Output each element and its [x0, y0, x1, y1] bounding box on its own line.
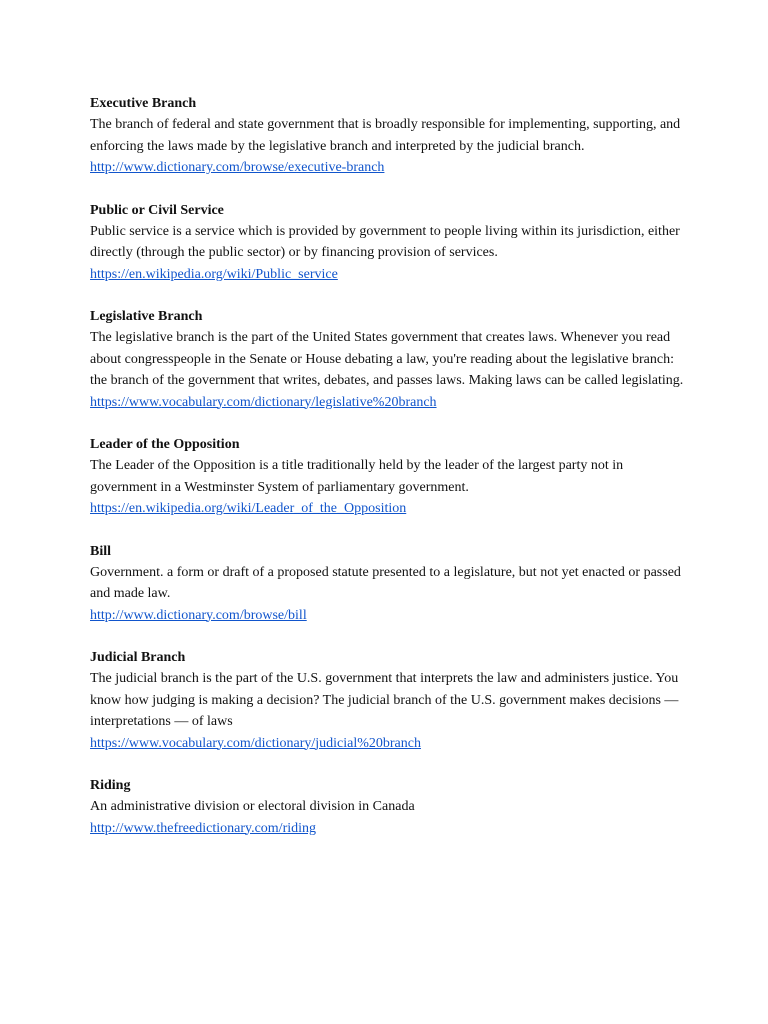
source-link[interactable]: https://www.vocabulary.com/dictionary/judicial%20branch	[90, 735, 421, 751]
source-link[interactable]: http://www.dictionary.com/browse/bill	[90, 607, 307, 623]
term-definition: The judicial branch is the part of the U.S. government that interprets the law and administers justice. You know how judging is making a decision? The judicial branch of the U.S. government makes decisions — interpretations — of laws	[90, 671, 679, 729]
term-heading: Leader of the Opposition	[90, 437, 240, 452]
term-definition: The legislative branch is the part of the United States government that creates laws. Whenever you read about congresspeople in the Senate or House debating a law, you're reading about the legislative branch: the branch of the government that writes, debates, and passes laws. Making laws can be called legislating.	[90, 330, 684, 388]
glossary-entry-leader-of-opposition	[90, 434, 690, 520]
term-heading: Riding	[90, 778, 131, 793]
glossary-entry-executive-branch	[90, 93, 690, 179]
term-heading: Executive Branch	[90, 96, 197, 111]
document-page	[90, 93, 690, 860]
glossary-entry-judicial-branch	[90, 647, 690, 754]
glossary-entry-riding	[90, 775, 690, 839]
term-definition: Public service is a service which is provided by government to people living within its jurisdiction, either directly (through the public sector) or by financing provision of services.	[90, 223, 680, 260]
glossary-entry-public-service	[90, 200, 690, 286]
glossary-entry-legislative-branch	[90, 306, 690, 413]
source-link[interactable]: https://www.vocabulary.com/dictionary/legislative%20branch	[90, 394, 437, 410]
term-definition: The Leader of the Opposition is a title traditionally held by the leader of the largest party not in government in a Westminster System of parliamentary government.	[90, 458, 624, 495]
source-link[interactable]: http://www.dictionary.com/browse/executive-branch	[90, 160, 385, 175]
term-definition: Government. a form or draft of a proposed statute presented to a legislature, but not yet enacted or passed and made law.	[90, 564, 681, 601]
term-definition: An administrative division or electoral division in Canada	[90, 799, 415, 814]
term-definition: The branch of federal and state government that is broadly responsible for implementing, supporting, and enforcing the laws made by the legislative branch and interpreted by the judicial branch.	[90, 117, 681, 154]
source-link[interactable]: https://en.wikipedia.org/wiki/Public_service	[90, 266, 338, 282]
source-link[interactable]: https://en.wikipedia.org/wiki/Leader_of_the_Opposition	[90, 501, 407, 516]
source-link[interactable]: http://www.thefreedictionary.com/riding	[90, 820, 317, 836]
term-heading: Legislative Branch	[90, 309, 203, 324]
term-heading: Bill	[90, 543, 112, 559]
glossary-entry-bill	[90, 541, 690, 627]
term-heading: Judicial Branch	[90, 650, 186, 665]
term-heading: Public or Civil Service	[90, 202, 224, 218]
